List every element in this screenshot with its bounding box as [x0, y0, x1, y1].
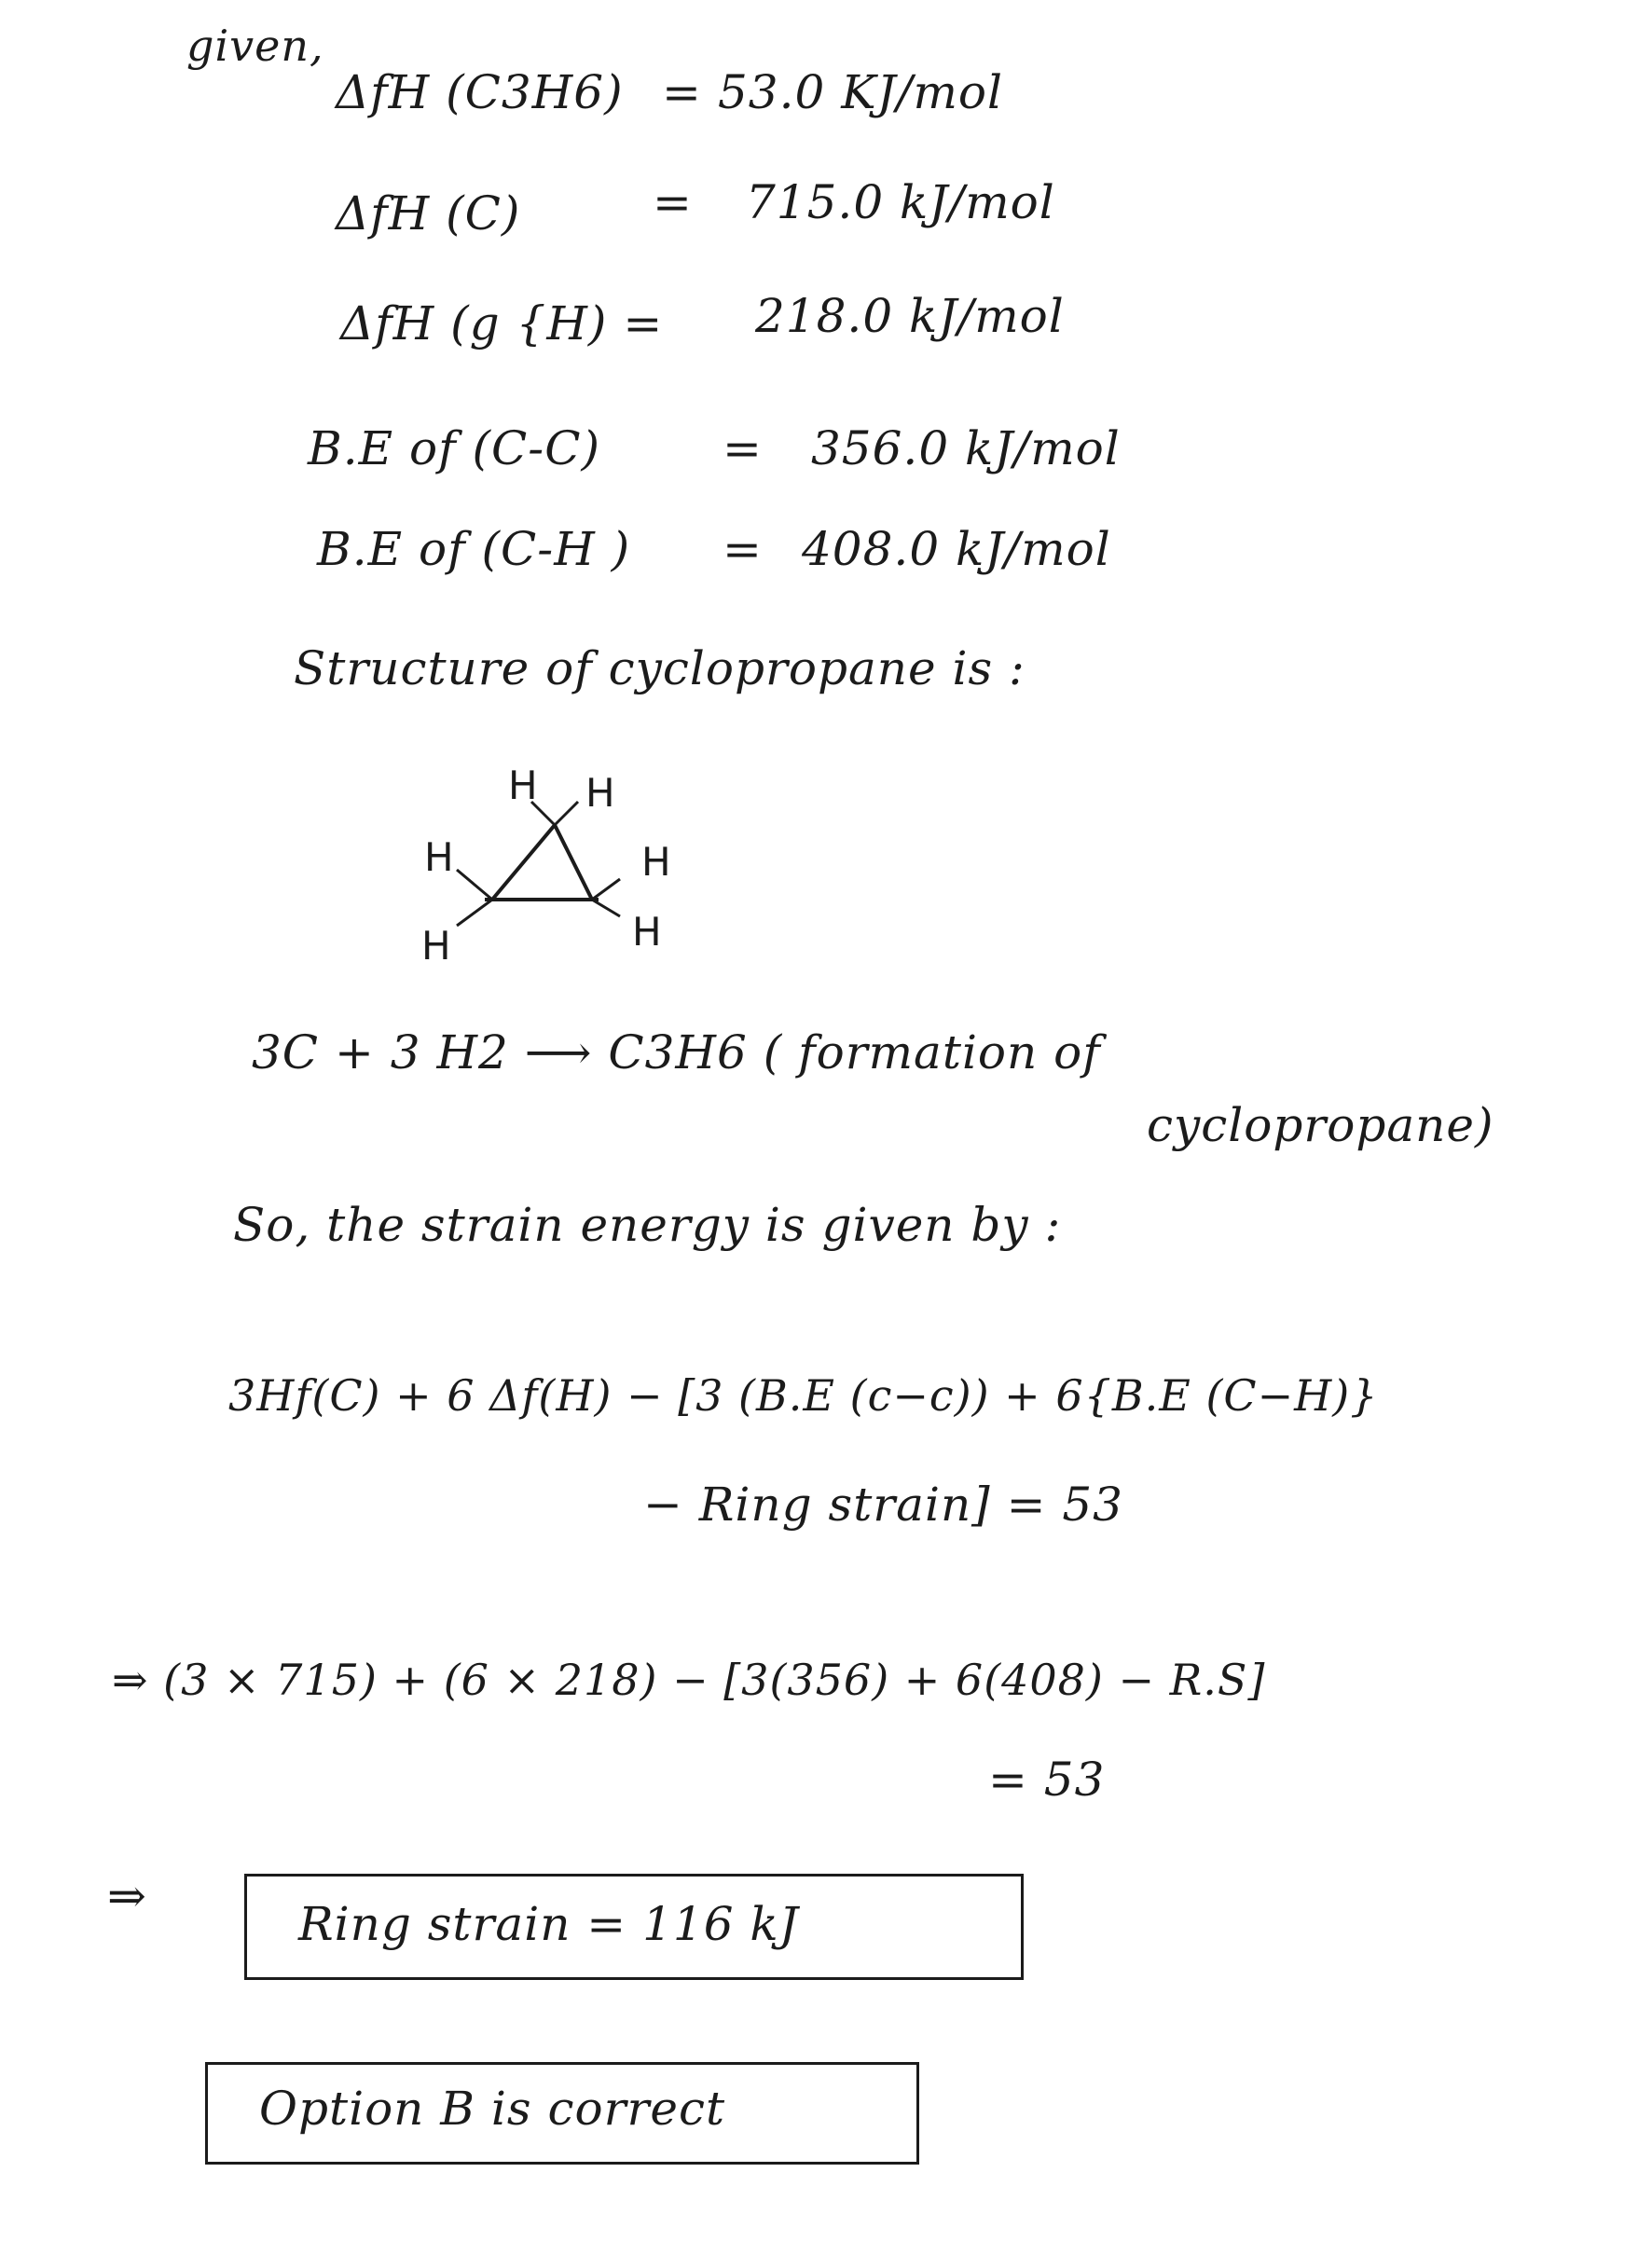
implies-arrow: ⇒: [107, 1869, 147, 1923]
hydrogen-atom-5: H: [421, 923, 451, 969]
reaction-continuation: cyclopropane): [1147, 1098, 1494, 1152]
hydrogen-atom-2: H: [585, 770, 615, 816]
ch-bond-4: [457, 900, 492, 926]
ch-bond-6: [592, 900, 620, 916]
strain-expression-line-1: 3Hf(C) + 6 Δf(H) − [3 (B.E (c−c)) + 6{B.E (C−H)}: [228, 1370, 1379, 1421]
enthalpy-c-value: 715.0 kJ/mol: [746, 175, 1055, 229]
hydrogen-atom-1: H: [508, 763, 538, 808]
given-label: given,: [186, 21, 324, 71]
substitution-line-1: ⇒ (3 × 715) + (6 × 218) − [3(356) + 6(408) − R.S]: [112, 1655, 1266, 1705]
enthalpy-c-eq: =: [653, 175, 693, 229]
enthalpy-c-label: ΔfH (C): [336, 186, 521, 241]
enthalpy-c3h6-eq: =: [662, 65, 702, 119]
ring-bond-2: [555, 825, 592, 900]
be-cc-label: B.E of (C-C): [308, 421, 600, 475]
strain-intro: So, the strain energy is given by :: [233, 1198, 1062, 1252]
ch-bond-2: [555, 802, 578, 825]
ch-bond-3: [457, 870, 492, 900]
ring-bond-1: [492, 825, 555, 900]
enthalpy-c3h6-label: ΔfH (C3H6): [336, 65, 624, 119]
strain-expression-line-2: − Ring strain] = 53: [643, 1478, 1123, 1532]
be-cc-value: 356.0 kJ/mol: [811, 421, 1121, 475]
enthalpy-c3h6-value: 53.0 KJ/mol: [718, 65, 1003, 119]
be-cc-eq: =: [723, 421, 763, 475]
substitution-line-2: = 53: [988, 1753, 1106, 1807]
enthalpy-h-label: ΔfH (g {H) =: [340, 296, 664, 351]
hydrogen-atom-6: H: [632, 909, 662, 955]
ch-bond-5: [592, 879, 620, 900]
ring-strain-result: Ring strain = 116 kJ: [298, 1897, 799, 1951]
hydrogen-atom-3: H: [424, 834, 454, 880]
enthalpy-h-value: 218.0 kJ/mol: [755, 289, 1065, 343]
be-ch-value: 408.0 kJ/mol: [802, 522, 1111, 576]
reaction-equation: 3C + 3 H2 ⟶ C3H6 ( formation of: [252, 1025, 1101, 1079]
be-ch-label: B.E of (C-H ): [317, 522, 631, 576]
be-ch-eq: =: [723, 522, 763, 576]
conclusion-text: Option B is correct: [259, 2082, 726, 2136]
structure-heading: Structure of cyclopropane is :: [294, 641, 1026, 695]
hydrogen-atom-4: H: [641, 839, 671, 885]
